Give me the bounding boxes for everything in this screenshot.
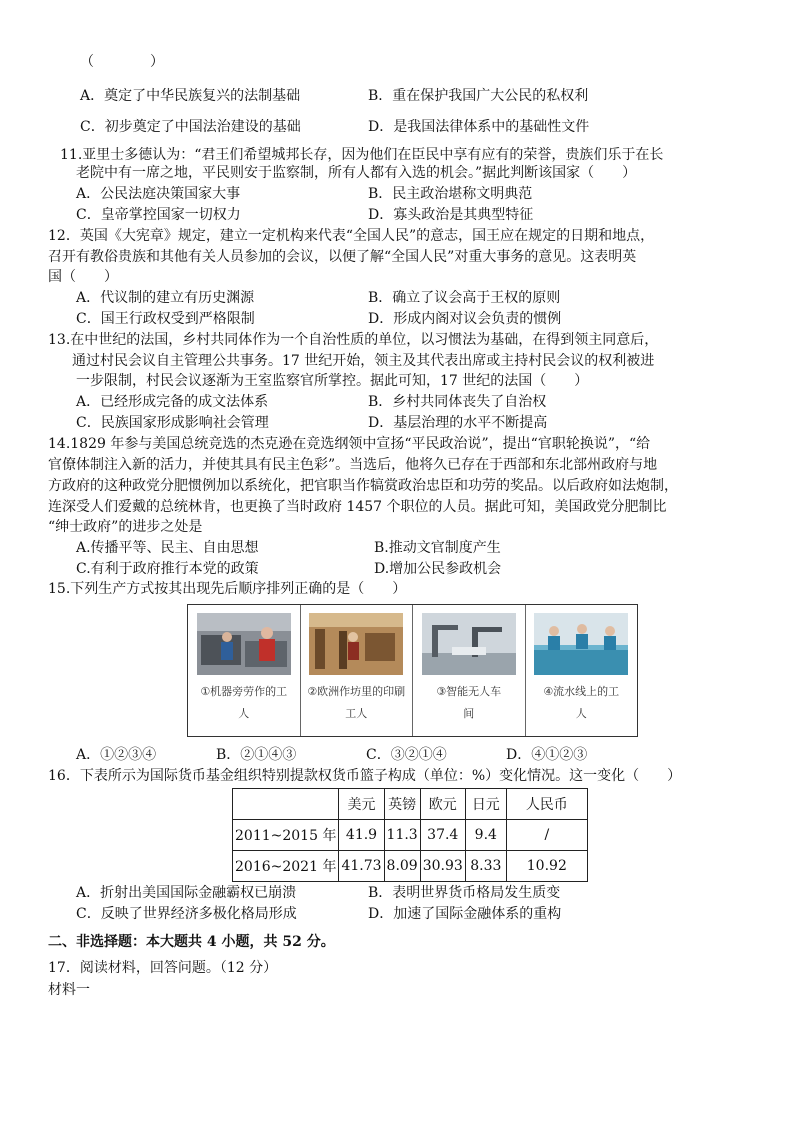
caption-3 (419, 681, 519, 725)
table-cell: 8.09 (384, 851, 420, 882)
table-cell: 41.73 (339, 851, 384, 882)
table-row (233, 820, 588, 851)
table-cell: 2011~2015 年 (233, 820, 339, 851)
q14-option-a: A.传播平等、民主、自由思想 (76, 540, 259, 556)
table-cell: 10.92 (506, 851, 587, 882)
table-cell: 30.93 (420, 851, 465, 882)
q16-option-c: C．反映了世界经济多极化格局形成 (76, 906, 297, 922)
q10-option-b: B．重在保护我国广大公民的私权利 (368, 88, 589, 104)
caption-2-line2: 工人 (345, 707, 368, 720)
q13-stem-line3: 一步限制，村民会议逐渐为王室监察官所掌控。据此可知，17 世纪的法国（ ） (76, 373, 589, 389)
q17-stem: 17．阅读材料，回答问题。（12 分） (48, 960, 278, 976)
caption-4-line2: 人 (575, 707, 587, 720)
q12-option-c: C．国王行政权受到严格限制 (76, 311, 255, 327)
caption-2-line1: ②欧洲作坊里的印刷 (307, 685, 406, 698)
q14-stem-line4: 连深受人们爱戴的总统林肯，也更换了当时政府 1457 个职位的人员。据此可知，美国政党分肥制比 (48, 499, 667, 515)
image-cell-1 (188, 605, 301, 736)
q13-option-b: B．乡村共同体丧失了自治权 (368, 394, 547, 410)
q11-option-d: D．寡头政治是其典型特征 (368, 207, 534, 223)
q11-stem-line1: 11.亚里士多德认为：“君王们希望城邦长存，因为他们在臣民中享有应有的荣誉，贵族们乐于在长 (60, 147, 664, 163)
answer-paren: （ ） (80, 54, 164, 70)
table-header-cell: 日元 (465, 789, 506, 820)
print-workshop-photo (309, 613, 403, 675)
table-header-cell: 欧元 (420, 789, 465, 820)
image-cell-4 (526, 605, 638, 736)
q15-option-c: C．③②①④ (366, 747, 447, 763)
q13-option-c: C．民族国家形成影响社会管理 (76, 415, 269, 431)
production-images-strip (187, 604, 638, 737)
caption-2 (306, 681, 406, 725)
table-cell: 11.3 (384, 820, 420, 851)
section-2-heading: 二、非选择题：本大题共 4 小题，共 52 分。 (48, 934, 335, 950)
q15-stem: 15.下列生产方式按其出现先后顺序排列正确的是（ ） (48, 581, 407, 597)
caption-4 (531, 681, 631, 725)
table-header-row (233, 789, 588, 820)
q14-option-b: B.推动文官制度产生 (374, 540, 501, 556)
q12-option-a: A．代议制的建立有历史渊源 (76, 290, 255, 306)
q15-option-d: D．④①②③ (506, 747, 588, 763)
q13-option-a: A．已经形成完备的成文法体系 (76, 394, 269, 410)
assembly-line-photo (534, 613, 628, 675)
q11-option-a: A．公民法庭决策国家大事 (76, 186, 241, 202)
q13-option-d: D．基层治理的水平不断提高 (368, 415, 548, 431)
q13-stem-line2: 通过村民会议自主管理公共事务。17 世纪开始，领主及其代表出席或主持村民会议的权利被进 (72, 353, 655, 369)
q10-option-a: A．奠定了中华民族复兴的法制基础 (80, 88, 301, 104)
image-cell-2 (301, 605, 414, 736)
image-cell-3 (413, 605, 526, 736)
caption-1-line2: 人 (238, 707, 250, 720)
table-cell: 8.33 (465, 851, 506, 882)
factory-machine-photo (197, 613, 291, 675)
caption-4-line1: ④流水线上的工 (543, 685, 620, 698)
q12-option-b: B．确立了议会高于王权的原则 (368, 290, 561, 306)
q15-option-a: A．①②③④ (76, 747, 157, 763)
q14-stem-line5: “绅士政府”的进步之处是 (48, 519, 203, 535)
q14-option-c: C.有利于政府推行本党的政策 (76, 561, 259, 577)
table-row (233, 851, 588, 882)
q14-stem-line2: 官僚体制注入新的活力，并使其具有民主色彩”。当选后，他将久已存在于西部和东北部州政府与地 (48, 457, 658, 473)
table-cell: 37.4 (420, 820, 465, 851)
caption-3-line1: ③智能无人车 (436, 685, 502, 698)
q11-option-c: C．皇帝掌控国家一切权力 (76, 207, 241, 223)
table-header-cell: 美元 (339, 789, 384, 820)
q12-stem-line3: 国（ ） (48, 269, 118, 285)
caption-1 (194, 681, 294, 725)
q12-option-d: D．形成内阁对议会负责的惯例 (368, 311, 562, 327)
material-1-label: 材料一 (48, 982, 90, 998)
sdr-basket-table (232, 788, 588, 882)
q12-stem-line2: 召开有教俗贵族和其他有关人员参加的会议，以便了解“全国人民”对重大事务的意见。这表明英 (48, 249, 637, 265)
q16-option-d: D．加速了国际金融体系的重构 (368, 906, 562, 922)
q16-stem: 16．下表所示为国际货币基金组织特别提款权货币篮子构成（单位：%）变化情况。这一变化（ ） (48, 768, 682, 784)
table-cell: 2016~2021 年 (233, 851, 339, 882)
smart-factory-photo (422, 613, 516, 675)
table-header-cell (233, 789, 339, 820)
q15-option-b: B．②①④③ (216, 747, 297, 763)
table-cell: 9.4 (465, 820, 506, 851)
q11-stem-line2: 老院中有一席之地，平民则安于监察制，所有人都有入选的机会。”据此判断该国家（ ） (76, 165, 637, 181)
caption-1-line1: ①机器旁劳作的工 (200, 685, 288, 698)
q11-option-b: B．民主政治堪称文明典范 (368, 186, 533, 202)
q12-stem-line1: 12．英国《大宪章》规定，建立一定机构来代表“全国人民”的意志，国王应在规定的日期和地点， (48, 228, 655, 244)
table-cell: 41.9 (339, 820, 384, 851)
q16-option-a: A．折射出美国国际金融霸权已崩溃 (76, 885, 297, 901)
q14-stem-line3: 方政府的这种政党分肥惯例加以系统化，把官职当作犒赏政治忠臣和功劳的奖品。以后政府如法炮制， (48, 478, 678, 494)
q14-option-d: D.增加公民参政机会 (374, 561, 502, 577)
caption-3-line2: 间 (463, 707, 475, 720)
table-header-cell: 英镑 (384, 789, 420, 820)
q10-option-c: C．初步奠定了中国法治建设的基础 (80, 119, 301, 135)
table-cell: / (506, 820, 587, 851)
q13-stem-line1: 13.在中世纪的法国，乡村共同体作为一个自治性质的单位，以习惯法为基础，在得到领主同意后， (48, 332, 659, 348)
q14-stem-line1: 14.1829 年参与美国总统竞选的杰克逊在竞选纲领中宣扬“平民政治说”，提出“官职轮换说”，“给 (48, 436, 651, 452)
table-header-cell: 人民币 (506, 789, 587, 820)
q16-option-b: B．表明世界货币格局发生质变 (368, 885, 561, 901)
q10-option-d: D．是我国法律体系中的基础性文件 (368, 119, 590, 135)
